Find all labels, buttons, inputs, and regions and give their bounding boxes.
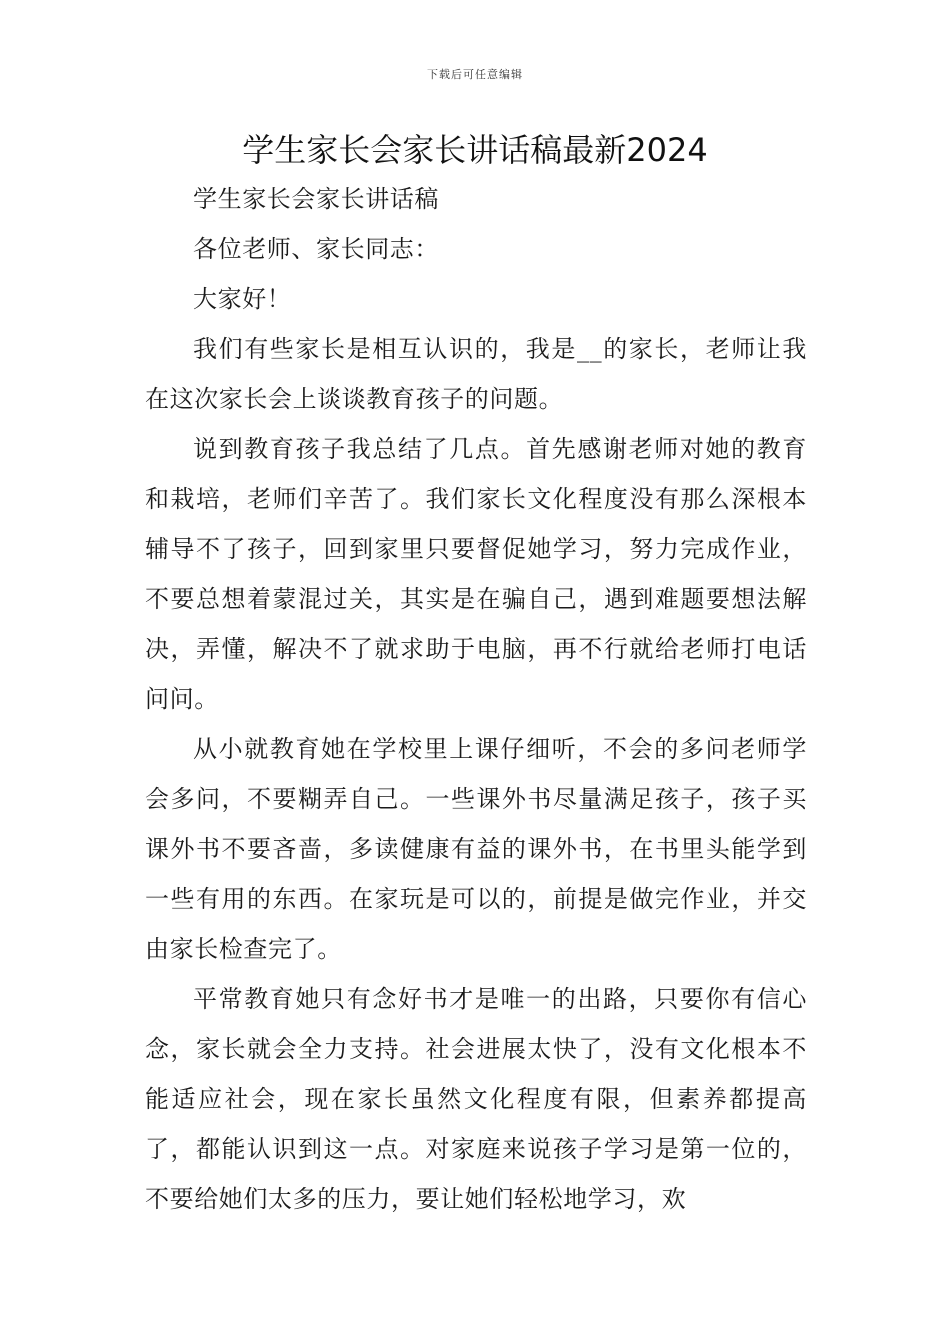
paragraph: 从小就教育她在学校里上课仔细听，不会的多问老师学会多问，不要糊弄自己。一些课外书尽量满足孩子，孩子买课外书不要吝啬，多读健康有益的课外书，在书里头能学到一些有用的东西。在家玩是可以的，前提是做完作业，并交由家长检查完了。 bbox=[145, 735, 807, 963]
paragraph-greeting: 大家好！ bbox=[193, 285, 292, 313]
header-note: 下载后可任意编辑 bbox=[427, 68, 523, 81]
paragraph: 我们有些家长是相互认识的，我是__的家长，老师让我在这次家长会上谈谈教育孩子的问题。 bbox=[145, 335, 807, 413]
document-body bbox=[145, 174, 807, 1224]
paragraph-salutation: 各位老师、家长同志： bbox=[193, 235, 439, 263]
paragraph-subtitle: 学生家长会家长讲话稿 bbox=[193, 185, 439, 213]
paragraph: 说到教育孩子我总结了几点。首先感谢老师对她的教育和栽培，老师们辛苦了。我们家长文化程度没有那么深根本辅导不了孩子，回到家里只要督促她学习，努力完成作业，不要总想着蒙混过关，其实是在骗自己，遇到难题要想法解决，弄懂，解决不了就求助于电脑，再不行就给老师打电话问问。 bbox=[145, 435, 807, 713]
paragraph: 平常教育她只有念好书才是唯一的出路，只要你有信心念，家长就会全力支持。社会进展太快了，没有文化根本不能适应社会，现在家长虽然文化程度有限，但素养都提高了，都能认识到这一点。对家庭来说孩子学习是第一位的，不要给她们太多的压力，要让她们轻松地学习，欢 bbox=[145, 985, 807, 1213]
document-title: 学生家长会家长讲话稿最新2024 bbox=[242, 131, 708, 169]
